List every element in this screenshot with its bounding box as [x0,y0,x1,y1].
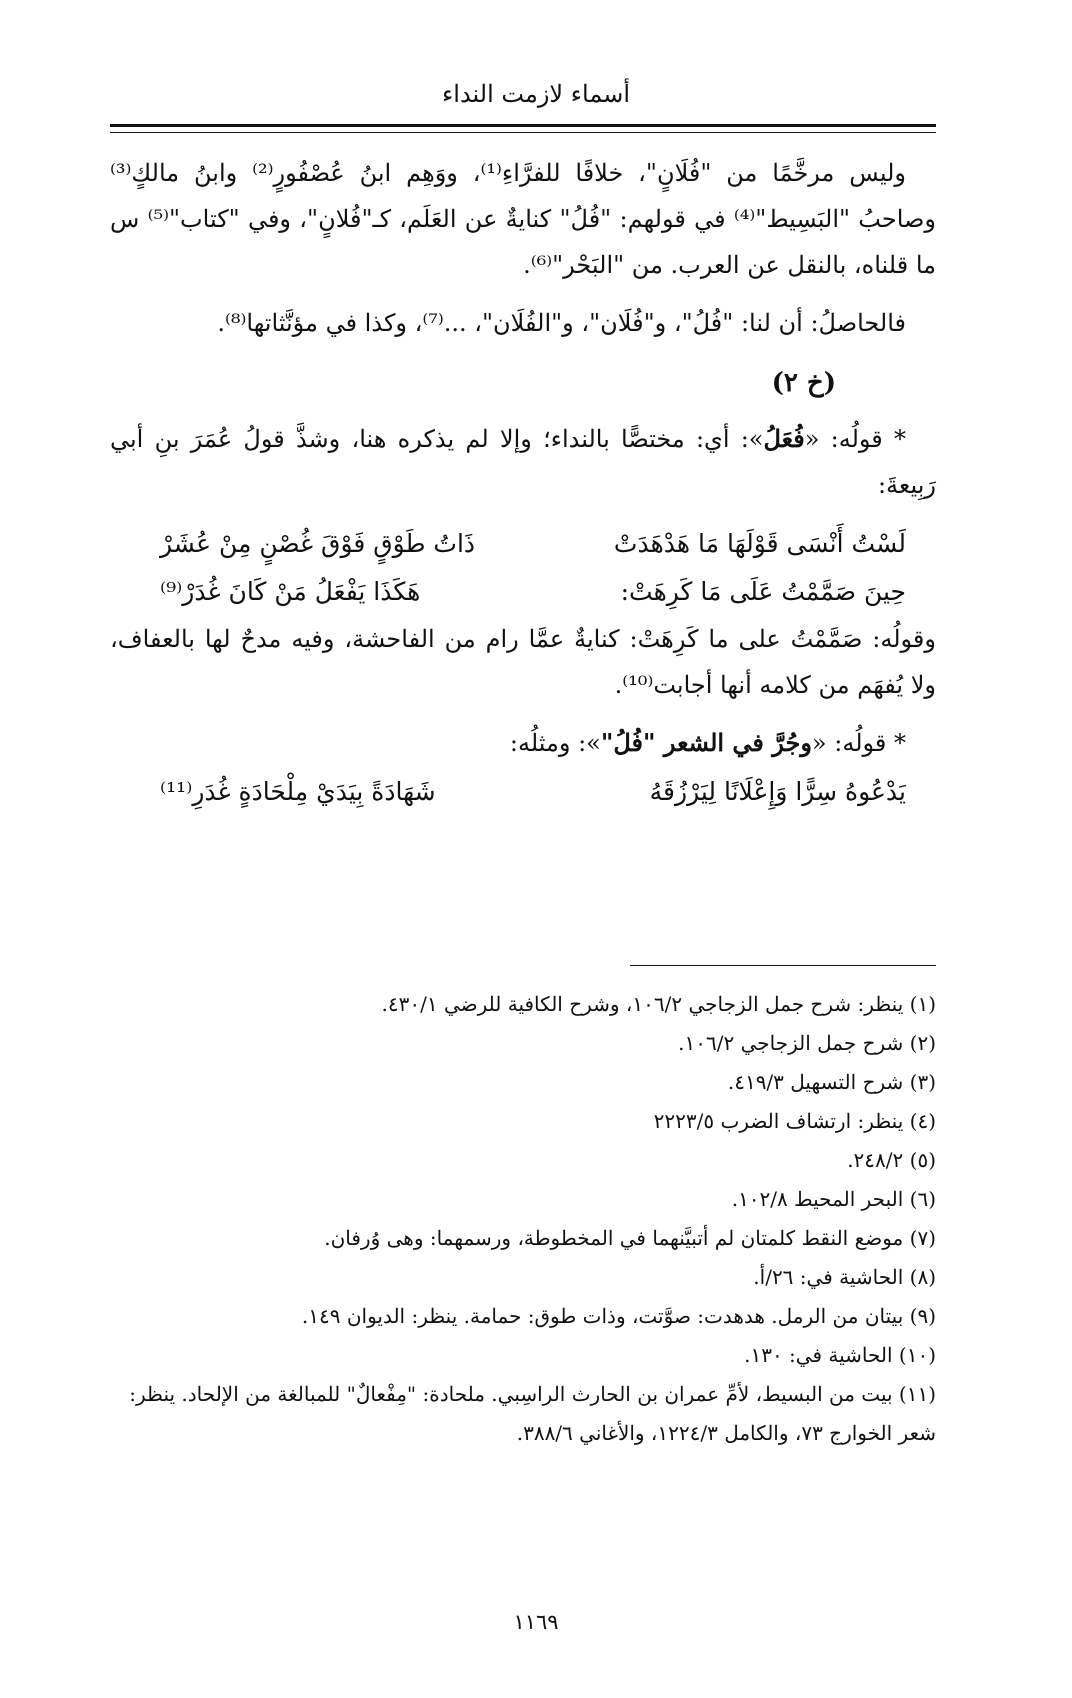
footnote-7: (٧) موضع النقط كلمتان لم أتبيَّنهما في المخطوطة، ورسمهما: وهى وُرفان. [324,1226,936,1250]
paragraph-5-rest: »: ومثلُه: [509,729,601,757]
footnote-separator [630,965,936,966]
paragraph-1: وليس مرخَّمًا من "فُلَانٍ"، خلافًا للفرَّاءِ⁽¹⁾، ووَهِم ابنُ عُصْفُورٍ⁽²⁾ وابنُ مالكٍ⁽³⁾ وصاحبُ "البَسِيط"⁽⁴⁾ في قولهم: "فُلُ" كنايةٌ عن العَلَم، كـ"فُلانٍ"، وفي "كتاب"⁽⁵⁾ س ما قلناه، بالنقل عن العرب. من "البَحْر"⁽⁶⁾. [110,159,936,279]
paragraph-5 [110,720,936,766]
verse-2-second-hemistich: هَكَذَا يَفْعَلُ مَنْ كَانَ غُدَرْ⁽⁹⁾ [160,577,421,606]
footnote-3: (٣) شرح التسهيل ٤١٩/٣. [727,1070,936,1094]
verse-2-first-hemistich: حِينَ صَمَّمْتُ عَلَى مَا كَرِهَتْ: [620,577,906,606]
verse-3-first-hemistich: يَدْعُوهُ سِرًّا وَإِعْلَانًا لِيَرْزُقَهُ [649,777,906,806]
footnote-1: (١) ينظر: شرح جمل الزجاجي ١٠٦/٢، وشرح الكافية للرضي ٤٣٠/١. [381,992,936,1016]
quote-open: * قولُه: « [804,425,907,453]
paragraph-2: فالحاصلُ: أن لنا: "فُلُ"، و"فُلَان"، و"الفُلَان"، ...⁽⁷⁾، وكذا في مؤنَّثاتها⁽⁸⁾. [217,309,906,337]
quote-open-2: * قولُه: « [811,729,906,757]
footnote-11: (١١) بيت من البسيط، لأمِّ عمران بن الحارث الراسِبي. ملحادة: "مِفْعالٌ" للمبالغة من الإلحاد. ينظر: شعر الخوارج ٧٣، والكامل ١٢٢٤/٣، والأغاني ٣٨٨/٦. [129,1382,936,1445]
paragraph-3 [110,416,936,508]
running-header: أسماء لازمت النداء [442,80,630,108]
poem-verse-1 [110,520,936,568]
main-text [110,150,936,816]
footnote-8: (٨) الحاشية في: ٢٦/أ. [753,1265,936,1289]
verse-3-second-hemistich: شَهَادَةً بِيَدَيْ مِلْحَادَةٍ غُدَرِ⁽¹¹⁾ [160,777,436,806]
footnote-4: (٤) ينظر: ارتشاف الضرب ٢٢٢٣/٥ [653,1109,936,1133]
paragraph-4: وقولُه: صَمَّمْتُ على ما كَرِهَتْ: كنايةٌ عمَّا رام من الفاحشة، وفيه مدحٌ لها بالعفاف، ولا يُفهَم من كلامه أنها أجابت⁽¹⁰⁾. [110,625,936,699]
paragraph-3-rest: »: أي: مختصًّا بالنداء؛ وإلا لم يذكره هنا، وشذَّ قولُ عُمَرَ بنِ أبي رَبِيعةَ: [110,425,936,499]
footnote-2: (٢) شرح جمل الزجاجي ١٠٦/٢. [678,1031,936,1055]
header-rule-thick [110,124,936,127]
verse-1-second-hemistich: ذَاتُ طَوْقٍ فَوْقَ غُصْنٍ مِنْ عُشَرْ [160,529,476,558]
verse-1-first-hemistich: لَسْتُ أَنْسَى قَوْلَهَا مَا هَدْهَدَتْ [613,529,906,558]
footnote-6: (٦) البحر المحيط ١٠٢/٨. [731,1187,936,1211]
section-marker: (خ ٢) [771,368,836,398]
poem-verse-2 [110,568,936,616]
footnote-10: (١٠) الحاشية في: ١٣٠. [744,1343,936,1367]
keyword: فُعَلُ [763,424,805,453]
page-number: ١١٦٩ [513,1610,559,1634]
keyword-2: وجُرَّ في الشعر "فُلُ" [600,728,812,757]
footnote-9: (٩) بيتان من الرمل. هدهدت: صوَّتت، وذات طوق: حمامة. ينظر: الديوان ١٤٩. [301,1304,936,1328]
poem-verse-3 [110,768,936,816]
header-rule-thin [110,132,936,133]
footnotes [110,985,936,1453]
footnote-5: (٥) ٢٤٨/٢. [847,1148,936,1172]
